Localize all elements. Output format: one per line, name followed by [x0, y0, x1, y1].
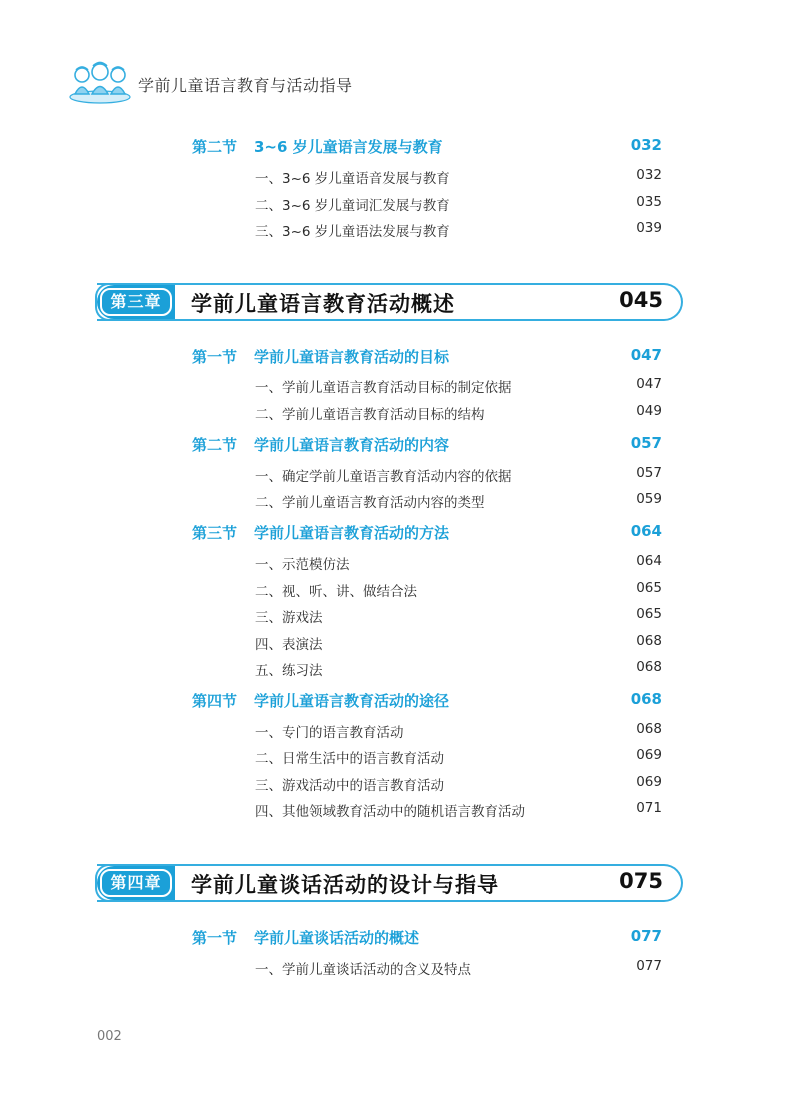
item-page: 069: [636, 774, 662, 790]
chapter-title: 学前儿童谈话活动的设计与指导: [191, 873, 499, 897]
item-page: 047: [636, 376, 662, 392]
toc-item[interactable]: [255, 220, 662, 242]
item-page: 065: [636, 580, 662, 596]
section-title: 学前儿童语言教育活动的方法: [254, 524, 450, 542]
section-number: 第二节: [192, 436, 238, 454]
item-title: 一、学前儿童语言教育活动目标的制定依据: [255, 380, 512, 396]
item-title: 二、3~6 岁儿童词汇发展与教育: [255, 198, 450, 214]
toc-item[interactable]: [255, 633, 662, 655]
item-title: 一、学前儿童谈话活动的含义及特点: [255, 962, 471, 978]
page-number: 002: [97, 1029, 122, 1044]
toc-item[interactable]: [255, 958, 662, 980]
toc-item[interactable]: [255, 659, 662, 681]
item-title: 一、3~6 岁儿童语音发展与教育: [255, 171, 450, 187]
item-title: 一、专门的语言教育活动: [255, 725, 404, 741]
item-title: 一、确定学前儿童语言教育活动内容的依据: [255, 469, 512, 485]
chapter-badge: [97, 285, 175, 319]
item-page: 032: [636, 167, 662, 183]
chapter-label: 第四章: [100, 869, 171, 897]
item-page: 069: [636, 747, 662, 763]
section-page: 032: [630, 136, 662, 154]
section-page: 068: [630, 690, 662, 708]
item-page: 057: [636, 465, 662, 481]
item-page: 068: [636, 633, 662, 649]
item-page: 059: [636, 491, 662, 507]
toc-item[interactable]: [255, 721, 662, 743]
item-page: 064: [636, 553, 662, 569]
section-title: 学前儿童谈话活动的概述: [254, 929, 420, 947]
section-title: 学前儿童语言教育活动的目标: [254, 348, 450, 366]
item-title: 二、日常生活中的语言教育活动: [255, 751, 444, 767]
item-title: 四、其他领域教育活动中的随机语言教育活动: [255, 804, 525, 820]
toc-item[interactable]: [255, 376, 662, 398]
toc-chapter-3[interactable]: [95, 283, 683, 321]
item-page: 071: [636, 800, 662, 816]
item-page: 068: [636, 659, 662, 675]
toc-section[interactable]: [192, 434, 662, 458]
item-title: 五、练习法: [255, 663, 323, 679]
chapter-title: 学前儿童语言教育活动概述: [191, 292, 455, 316]
chapter-page: 045: [619, 288, 663, 312]
item-title: 二、学前儿童语言教育活动内容的类型: [255, 495, 485, 511]
item-page: 035: [636, 194, 662, 210]
toc-section[interactable]: [192, 690, 662, 714]
chapter-page: 075: [619, 869, 663, 893]
section-number: 第一节: [192, 348, 238, 366]
section-title: 学前儿童语言教育活动的内容: [254, 436, 450, 454]
toc-item[interactable]: [255, 774, 662, 796]
children-logo-icon: [68, 58, 132, 104]
toc-section[interactable]: [192, 136, 662, 160]
toc-item[interactable]: [255, 194, 662, 216]
item-page: 068: [636, 721, 662, 737]
toc-item[interactable]: [255, 606, 662, 628]
section-title: 3~6 岁儿童语言发展与教育: [254, 138, 443, 156]
toc-item[interactable]: [255, 800, 662, 822]
toc-section[interactable]: [192, 346, 662, 370]
item-title: 二、视、听、讲、做结合法: [255, 584, 417, 600]
item-page: 077: [636, 958, 662, 974]
item-page: 039: [636, 220, 662, 236]
book-title: 学前儿童语言教育与活动指导: [138, 76, 353, 95]
section-page: 064: [630, 522, 662, 540]
item-page: 065: [636, 606, 662, 622]
item-page: 049: [636, 403, 662, 419]
chapter-label: 第三章: [100, 288, 171, 316]
toc-item[interactable]: [255, 580, 662, 602]
section-number: 第一节: [192, 929, 238, 947]
toc-item[interactable]: [255, 747, 662, 769]
section-page: 047: [630, 346, 662, 364]
toc-item[interactable]: [255, 491, 662, 513]
section-title: 学前儿童语言教育活动的途径: [254, 692, 450, 710]
item-title: 四、表演法: [255, 637, 323, 653]
toc-section[interactable]: [192, 927, 662, 951]
item-title: 三、3~6 岁儿童语法发展与教育: [255, 224, 450, 240]
toc-item[interactable]: [255, 167, 662, 189]
toc-section[interactable]: [192, 522, 662, 546]
section-number: 第三节: [192, 524, 238, 542]
item-title: 三、游戏活动中的语言教育活动: [255, 778, 444, 794]
item-title: 三、游戏法: [255, 610, 323, 626]
toc-item[interactable]: [255, 465, 662, 487]
toc-chapter-4[interactable]: [95, 864, 683, 902]
toc-item[interactable]: [255, 553, 662, 575]
running-header: [68, 58, 468, 108]
section-page: 077: [630, 927, 662, 945]
section-number: 第四节: [192, 692, 238, 710]
item-title: 一、示范模仿法: [255, 557, 350, 573]
toc-item[interactable]: [255, 403, 662, 425]
item-title: 二、学前儿童语言教育活动目标的结构: [255, 407, 485, 423]
section-page: 057: [630, 434, 662, 452]
chapter-badge: [97, 866, 175, 900]
section-number: 第二节: [192, 138, 238, 156]
